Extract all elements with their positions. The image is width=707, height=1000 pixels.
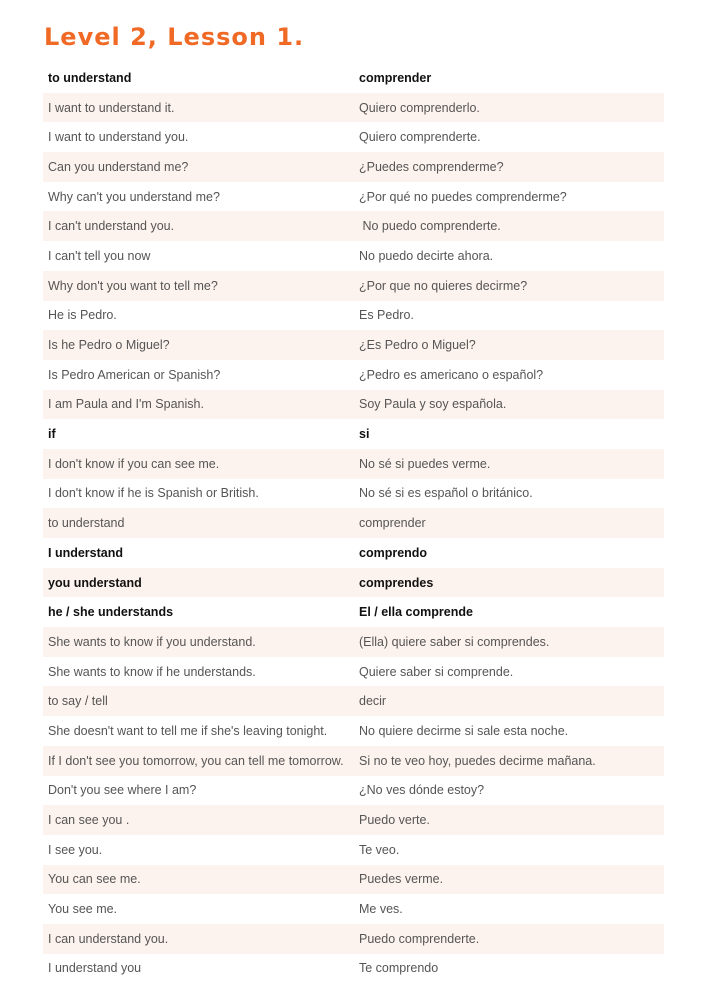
english-phrase: I can't tell you now	[48, 248, 151, 263]
table-row	[43, 93, 664, 123]
page-title: Level 2, Lesson 1.	[44, 23, 305, 51]
table-row	[43, 597, 664, 627]
table-row	[43, 182, 664, 212]
table-row	[43, 568, 664, 598]
table-row	[43, 746, 664, 776]
english-phrase: he / she understands	[48, 605, 174, 620]
table-row	[43, 419, 664, 449]
spanish-phrase: No quiere decirme si sale esta noche.	[359, 723, 569, 738]
table-row	[43, 894, 664, 924]
spanish-phrase: Te veo.	[359, 842, 400, 857]
english-phrase: you understand	[48, 575, 142, 590]
english-phrase: You can see me.	[48, 872, 141, 887]
english-phrase: I can't understand you.	[48, 219, 175, 234]
english-phrase: to understand	[48, 70, 132, 85]
table-row	[43, 390, 664, 420]
spanish-phrase: No puedo comprenderte.	[359, 219, 501, 234]
english-phrase: Is he Pedro o Miguel?	[48, 338, 170, 353]
table-row	[43, 627, 664, 657]
spanish-phrase: Quiero comprenderte.	[359, 130, 481, 145]
spanish-phrase: comprender	[359, 516, 426, 531]
spanish-phrase: Si no te veo hoy, puedes decirme mañana.	[359, 753, 596, 768]
english-phrase: Is Pedro American or Spanish?	[48, 367, 221, 382]
spanish-phrase: Quiere saber si comprende.	[359, 664, 514, 679]
english-phrase: If I don't see you tomorrow, you can tell me tomorrow.	[48, 753, 344, 768]
spanish-phrase: No sé si puedes verme.	[359, 456, 491, 471]
table-row	[43, 241, 664, 271]
english-phrase: if	[48, 427, 56, 442]
spanish-phrase: ¿Por qué no puedes comprenderme?	[359, 189, 567, 204]
english-phrase: I can understand you.	[48, 931, 169, 946]
english-phrase: I don't know if he is Spanish or British.	[48, 486, 259, 501]
spanish-phrase: ¿Por que no quieres decirme?	[359, 278, 528, 293]
spanish-phrase: ¿Es Pedro o Miguel?	[359, 338, 476, 353]
table-row	[43, 657, 664, 687]
spanish-phrase: si	[359, 427, 370, 442]
english-phrase: I can see you .	[48, 813, 130, 828]
english-phrase: She wants to know if he understands.	[48, 664, 256, 679]
table-row	[43, 686, 664, 716]
table-row	[43, 835, 664, 865]
spanish-phrase: Es Pedro.	[359, 308, 414, 323]
table-row	[43, 865, 664, 895]
english-phrase: I don't know if you can see me.	[48, 456, 220, 471]
english-phrase: He is Pedro.	[48, 308, 117, 323]
table-row	[43, 805, 664, 835]
spanish-phrase: No puedo decirte ahora.	[359, 248, 494, 263]
english-phrase: I am Paula and I'm Spanish.	[48, 397, 204, 412]
table-row	[43, 152, 664, 182]
english-phrase: to understand	[48, 516, 125, 531]
table-row	[43, 479, 664, 509]
spanish-phrase: Soy Paula y soy española.	[359, 397, 507, 412]
english-phrase: Why don't you want to tell me?	[48, 278, 218, 293]
table-row	[43, 271, 664, 301]
table-row	[43, 330, 664, 360]
spanish-phrase: (Ella) quiere saber si comprendes.	[359, 634, 550, 649]
table-row	[43, 716, 664, 746]
table-row	[43, 954, 664, 984]
english-phrase: Don't you see where I am?	[48, 783, 197, 798]
spanish-phrase: ¿No ves dónde estoy?	[359, 783, 485, 798]
spanish-phrase: No sé si es español o británico.	[359, 486, 533, 501]
spanish-phrase: comprendes	[359, 575, 434, 590]
table-row	[43, 508, 664, 538]
english-phrase: Can you understand me?	[48, 159, 189, 174]
english-phrase: She wants to know if you understand.	[48, 634, 256, 649]
spanish-phrase: Puedo verte.	[359, 813, 430, 828]
vocabulary-table	[43, 63, 664, 983]
table-row	[43, 924, 664, 954]
table-row	[43, 211, 664, 241]
spanish-phrase: Quiero comprenderlo.	[359, 100, 480, 115]
english-phrase: I understand	[48, 545, 124, 560]
table-row	[43, 122, 664, 152]
spanish-phrase: decir	[359, 694, 387, 709]
table-row	[43, 301, 664, 331]
table-row	[43, 63, 664, 93]
spanish-phrase: comprendo	[359, 545, 428, 560]
english-phrase: I understand you	[48, 961, 142, 976]
english-phrase: I see you.	[48, 842, 103, 857]
spanish-phrase: Puedo comprenderte.	[359, 931, 480, 946]
english-phrase: I want to understand you.	[48, 130, 189, 145]
spanish-phrase: Puedes verme.	[359, 872, 444, 887]
english-phrase: She doesn't want to tell me if she's leaving tonight.	[48, 723, 328, 738]
spanish-phrase: ¿Pedro es americano o español?	[359, 367, 544, 382]
table-row	[43, 449, 664, 479]
english-phrase: Why can't you understand me?	[48, 189, 220, 204]
spanish-phrase: Te comprendo	[359, 961, 439, 976]
spanish-phrase: El / ella comprende	[359, 605, 473, 620]
spanish-phrase: comprender	[359, 70, 432, 85]
english-phrase: You see me.	[48, 902, 118, 917]
table-row	[43, 776, 664, 806]
table-row	[43, 538, 664, 568]
table-row	[43, 360, 664, 390]
spanish-phrase: Me ves.	[359, 902, 403, 917]
english-phrase: I want to understand it.	[48, 100, 175, 115]
spanish-phrase: ¿Puedes comprenderme?	[359, 159, 504, 174]
english-phrase: to say / tell	[48, 694, 108, 709]
